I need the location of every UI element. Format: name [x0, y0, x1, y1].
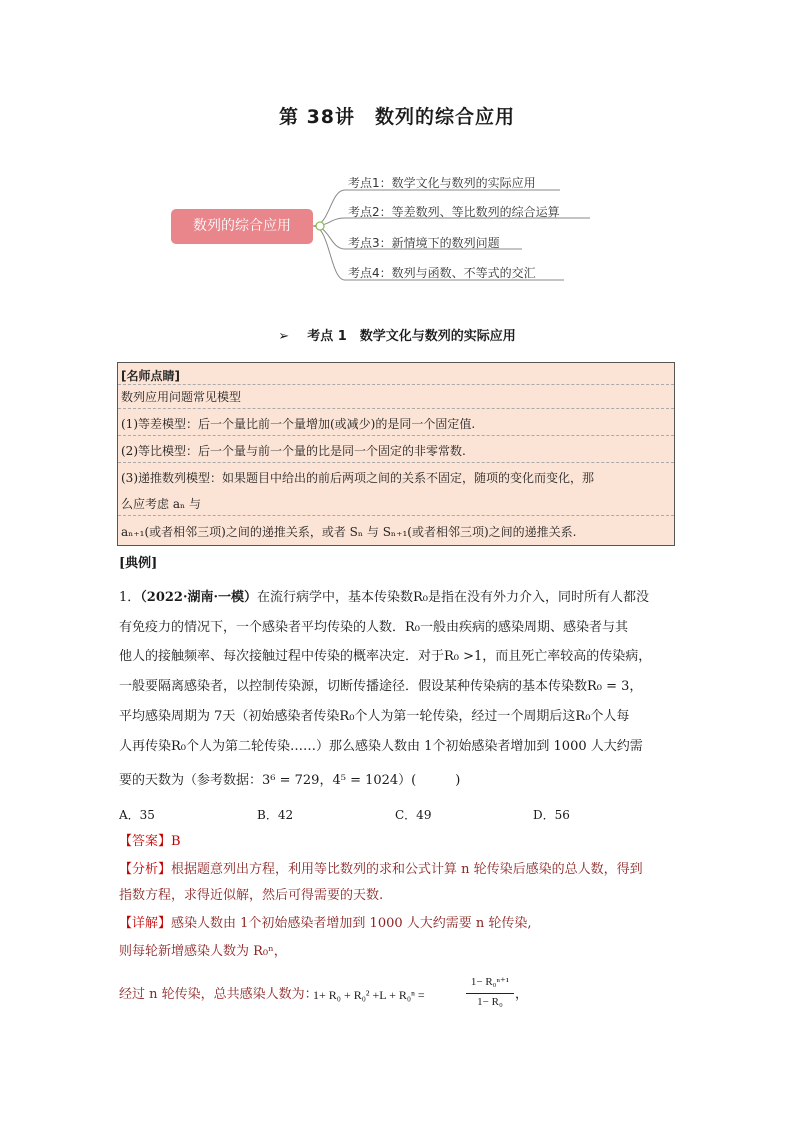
analysis-line-2: 指数方程，求得近似解，然后可得需要的天数.	[119, 888, 384, 903]
analysis-label: 【分析】	[119, 862, 172, 877]
option-a: A．35	[119, 808, 155, 822]
detail-line-1	[119, 915, 532, 933]
detail-line-2: 则每轮新增感染人数为 R₀ⁿ，	[119, 944, 287, 959]
problem-text: 在流行病学中，基本传染数R₀是指在没有外力介入，同时所有人都没	[257, 590, 650, 605]
mindmap-item-2: 考点2：等差数列、等比数列的综合运算	[348, 205, 560, 219]
example-label: [典例]	[119, 556, 158, 571]
arrow-bullet-icon: ➢	[278, 329, 308, 344]
detail-line-3: 经过 n 轮传染，总共感染人数为：	[119, 987, 318, 1002]
section-heading	[0, 325, 794, 344]
divider	[118, 384, 674, 385]
problem-line: 人再传染R₀个人为第二轮传染……）那么感染人数由 1个初始感染者增加到 1000 人大约需	[119, 739, 643, 754]
divider	[118, 435, 674, 436]
problem-line-1	[119, 589, 649, 607]
problem-line: 要的天数为（参考数据：3⁶ = 729，4⁵ = 1024）( )	[119, 773, 461, 788]
mindmap-item-3: 考点3：新情境下的数列问题	[348, 236, 500, 250]
problem-line: 一般要隔离感染者，以控制传染源，切断传播途径．假设某种传染病的基本传染数R₀ = 3，	[119, 679, 643, 694]
divider	[118, 408, 674, 409]
formula-denominator: 1− R₀	[477, 996, 503, 1008]
analysis-line-1	[119, 861, 643, 879]
answer-value: B	[171, 834, 181, 849]
mindmap-root: 数列的综合应用	[171, 209, 313, 244]
tip-line: 数列应用问题常见模型	[121, 390, 242, 404]
tip-header: [名师点睛]	[121, 369, 180, 383]
detail-text: 感染人数由 1个初始感染者增加到 1000 人大约需要 n 轮传染,	[171, 916, 532, 931]
answer-label: 【答案】	[119, 834, 172, 849]
tip-line: (1)等差模型：后一个量比前一个量增加(或减少)的是同一个固定值.	[121, 417, 476, 431]
problem-line: 平均感染周期为 7天（初始感染者传染R₀个人为第一轮传染，经过一个周期后这R₀个人每	[119, 709, 630, 724]
sum-formula-lhs: 1+ R₀ + R₀² +L + R₀ⁿ =	[313, 988, 425, 1002]
tip-line: aₙ₊₁(或者相邻三项)之间的递推关系，或者 Sₙ 与 Sₙ₊₁(或者相邻三项)之间的递推关系.	[121, 525, 577, 539]
mindmap-item-4: 考点4：数列与函数、不等式的交汇	[348, 266, 536, 280]
option-d: D．56	[533, 808, 570, 822]
tip-line: 么应考虑 aₙ 与	[121, 497, 201, 511]
mindmap-item-1: 考点1：数学文化与数列的实际应用	[348, 176, 536, 190]
page-title: 第 38讲 数列的综合应用	[278, 106, 516, 128]
divider	[118, 515, 674, 516]
option-c: C．49	[395, 808, 432, 822]
problem-line: 有免疫力的情况下，一个感染者平均传染的人数．R₀一般由疾病的感染周期、感染者与其	[119, 620, 629, 635]
divider	[118, 462, 674, 463]
tip-box	[117, 362, 675, 546]
detail-label: 【详解】	[119, 916, 172, 931]
fraction-bar	[466, 993, 514, 994]
problem-line: 他人的接触频率、每次接触过程中传染的概率决定．对于R₀ >1，而且死亡率较高的传染病，	[119, 649, 652, 664]
formula-numerator: 1− R₀ⁿ⁺¹	[470, 976, 510, 988]
answer-line	[119, 833, 181, 851]
problem-number: 1．	[119, 590, 141, 605]
section-heading-text: 考点 1 数学文化与数列的实际应用	[307, 329, 516, 344]
problem-source: （2022·湖南·一模）	[140, 590, 258, 605]
tip-line: (2)等比模型：后一个量与前一个量的比是同一个固定的非零常数.	[121, 444, 466, 458]
tip-line: (3)递推数列模型：如果题目中给出的前后两项之间的关系不固定，随项的变化而变化，那	[121, 471, 595, 485]
analysis-text: 根据题意列出方程，利用等比数列的求和公式计算 n 轮传染后感染的总人数，得到	[171, 862, 643, 877]
formula-tail: ，	[515, 987, 529, 1002]
mindmap-connectors	[0, 0, 794, 300]
option-b: B．42	[257, 808, 294, 822]
